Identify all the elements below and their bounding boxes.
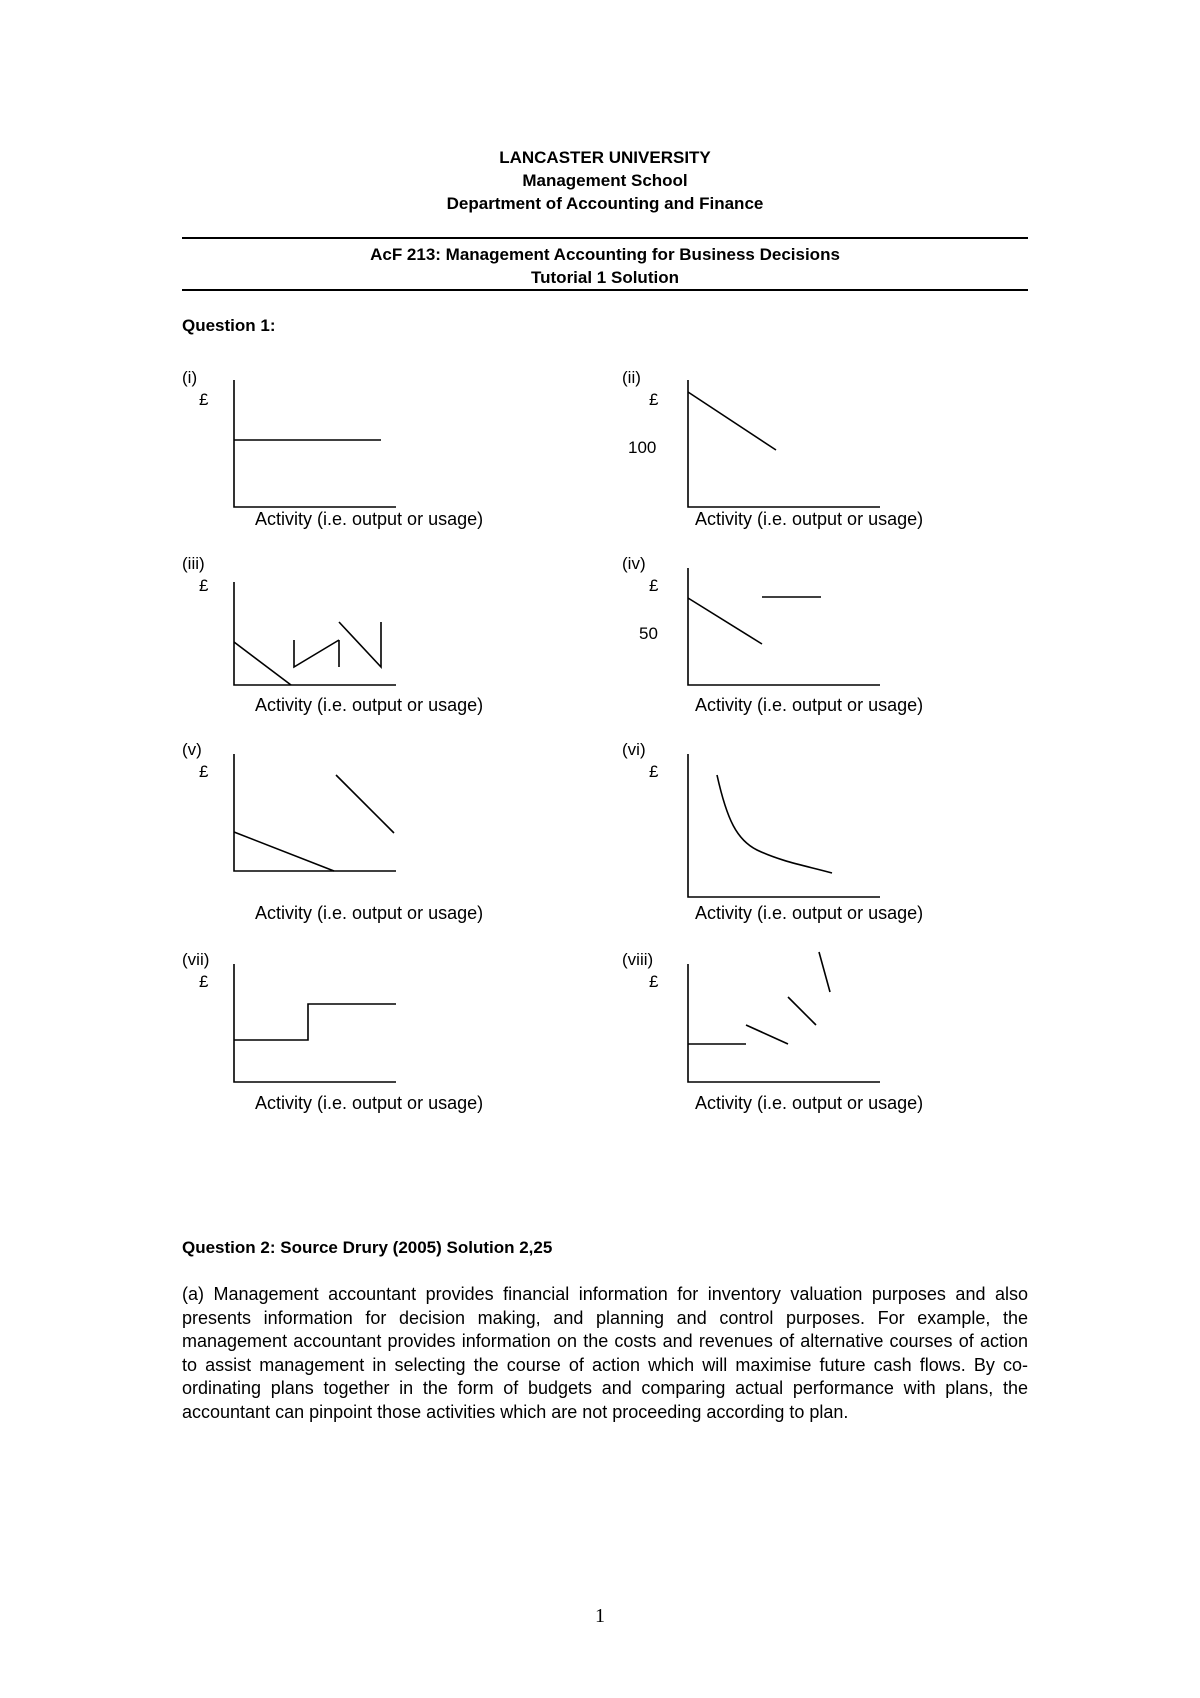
- cost-line-segment-4: [819, 952, 830, 992]
- graph-axes: [234, 964, 396, 1082]
- graph-label: (viii): [622, 950, 654, 969]
- x-axis-label: Activity (i.e. output or usage): [255, 695, 484, 715]
- cost-line-lower: [234, 832, 334, 871]
- cost-line-segment-3: [788, 997, 816, 1025]
- cost-line-segment-3: [339, 622, 381, 667]
- graph-unit: £: [199, 576, 209, 595]
- x-axis-label: Activity (i.e. output or usage): [255, 509, 484, 529]
- question-2-title: Question 2: Source Drury (2005) Solution 2,25: [182, 1238, 553, 1257]
- university-name: LANCASTER UNIVERSITY: [499, 148, 711, 167]
- graph-label: (iv): [622, 554, 646, 573]
- graph-label: (iii): [182, 554, 205, 573]
- graph-unit: £: [649, 390, 659, 409]
- graph-unit: £: [649, 762, 659, 781]
- graph-vi-plot: [622, 740, 1062, 910]
- graph-label: (ii): [622, 368, 641, 387]
- graph-unit: £: [199, 762, 209, 781]
- step-cost-line: [234, 1004, 396, 1040]
- graph-i: [182, 368, 622, 538]
- cost-line: [688, 392, 776, 450]
- question-1-title: Question 1:: [182, 316, 276, 335]
- cost-line-segment-1: [234, 642, 291, 685]
- graph-label: (vii): [182, 950, 210, 969]
- graph-v-plot: [182, 740, 622, 910]
- course-title: AcF 213: Management Accounting for Business Decisions: [370, 245, 840, 264]
- value-label: 100: [628, 438, 657, 457]
- graph-unit: £: [199, 972, 209, 991]
- department-name: Department of Accounting and Finance: [446, 194, 764, 213]
- x-axis-label: Activity (i.e. output or usage): [255, 903, 484, 923]
- question-2-paragraph-a: (a) Management accountant provides financial information for inventory valuation purposes and also presents information for decision making, and planning and control purposes. For example, the management accountant provides information on the costs and revenues of alternative courses of action to assist management in selecting the course of action which will maximise future cash flows. By co-ordinating plans together in the form of budgets and comparing actual performance with plans, the accountant can pinpoint those activities which are not proceeding according to plan.: [182, 1284, 1028, 1422]
- graph-unit: £: [199, 390, 209, 409]
- graph-label: (i): [182, 368, 198, 387]
- x-axis-label: Activity (i.e. output or usage): [255, 1093, 484, 1113]
- x-axis-label: Activity (i.e. output or usage): [695, 509, 924, 529]
- tutorial-title: Tutorial 1 Solution: [531, 268, 679, 287]
- cost-line-segment-2: [746, 1025, 788, 1044]
- graph-vii: [182, 950, 622, 1120]
- graph-axes: [234, 754, 396, 871]
- graph-unit: £: [649, 972, 659, 991]
- page-number: 1: [595, 1605, 605, 1627]
- graph-v: [182, 740, 622, 923]
- graph-axes: [234, 380, 396, 507]
- header-rule-bottom: [182, 289, 1028, 291]
- graph-axes: [688, 964, 880, 1082]
- cost-line-upper: [336, 775, 394, 833]
- x-axis-label: Activity (i.e. output or usage): [695, 695, 924, 715]
- x-axis-label: Activity (i.e. output or usage): [695, 1093, 924, 1113]
- graph-iii: [182, 554, 622, 724]
- graph-vi: [622, 740, 1062, 923]
- graph-iv: [622, 554, 1062, 724]
- graph-axes: [234, 582, 396, 685]
- graph-axes: [688, 380, 880, 507]
- graph-unit: £: [649, 576, 659, 595]
- graph-viii: [622, 950, 1062, 1120]
- graph-label: (v): [182, 740, 202, 759]
- header-rule-top: [182, 237, 1028, 239]
- graph-label: (vi): [622, 740, 646, 759]
- cost-line-segment-2: [294, 640, 339, 667]
- graph-axes: [688, 568, 880, 685]
- school-name: Management School: [522, 171, 688, 190]
- x-axis-label: Activity (i.e. output or usage): [695, 903, 924, 923]
- cost-curve: [717, 775, 832, 873]
- value-label: 50: [639, 624, 658, 643]
- cost-line: [688, 598, 762, 644]
- graph-ii: [622, 368, 1062, 538]
